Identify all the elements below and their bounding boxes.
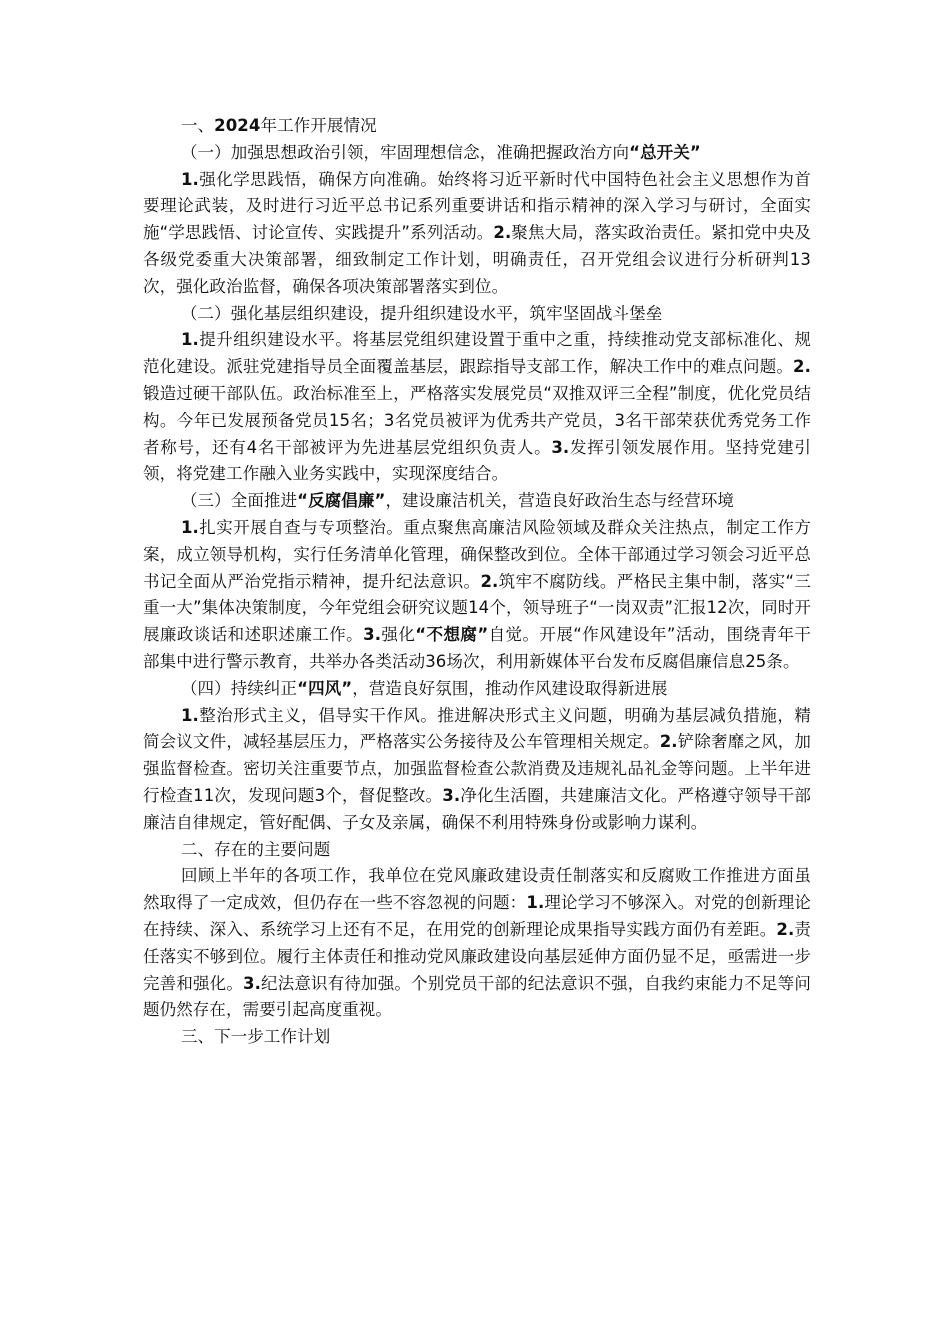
subsection-heading-text: ，建设廉洁机关，营造良好政治生态与经营环境 (385, 491, 735, 511)
subsection-heading-4 (143, 676, 811, 703)
item-number: 3. (243, 973, 261, 993)
item-text: 强化 (381, 625, 416, 645)
item-number: 1. (180, 330, 199, 350)
item-text: 铲除奢靡之风，加强监督检查。密切关注重要节点，加强监督检查公款消费及违规礼品礼金等问题。上半年进行检查11次，发现问题3个，督促整改。 (143, 732, 811, 805)
item-text: 聚焦大局，落实政治责任。紧扣党中央及各级党委重大决策部署，细致制定工作计划，明确责任，召开党组会议进行分析研判13次，强化政治监督，确保各项决策部署落实到位。 (143, 223, 811, 296)
subsection-heading-1 (143, 140, 811, 167)
subsection-heading-text: ，营造良好氛围，推动作风建设取得新进展 (352, 678, 668, 698)
subsection-heading-emphasis: “总开关” (629, 142, 701, 162)
item-text: 净化生活圈，共建廉洁文化。严格遵守领导干部廉洁自律规定，管好配偶、子女及亲属，确保不利用特殊身份或影响力谋利。 (143, 785, 811, 832)
section-heading-text: 二、存在的主要问题 (180, 839, 331, 859)
paragraph (143, 167, 811, 301)
item-number: 2. (480, 571, 499, 591)
section-heading-text: 年工作开展情况 (260, 116, 377, 135)
item-number: 2. (493, 223, 512, 243)
item-number: 1. (180, 169, 199, 189)
section-heading-3 (143, 1024, 811, 1051)
subsection-heading-text: （三）全面推进 (180, 491, 298, 511)
item-text: 提升组织建设水平。将基层党组织建设置于重中之重，持续推动党支部标准化、规范化建设。派驻党建指导员全面覆盖基层，跟踪指导支部工作，解决工作中的难点问题。 (143, 330, 811, 377)
item-text: 回顾上半年的各项工作，我单位在党风廉政建设责任制落实和反腐败工作推进方面虽然取得了一定成效，但仍存在一些不容忽视的问题： (143, 866, 811, 913)
subsection-heading-emphasis: “反腐倡廉” (297, 491, 386, 511)
paragraph (143, 327, 811, 488)
item-text: 自觉。开展“作风建设年”活动，围绕青年干部集中进行警示教育，共举办各类活动36场次，利用新媒体平台发布反腐倡廉信息25条。 (143, 625, 811, 671)
item-number: 1. (180, 517, 199, 537)
item-number: 2. (793, 357, 811, 377)
item-text: 理论学习不够深入。对党的创新理论在持续、深入、系统学习上还有不足，在用党的创新理论成果指导实践方面仍有差距。 (143, 893, 811, 939)
item-text: 扎实开展自查与专项整治。重点聚焦高廉洁风险领域及群众关注热点，制定工作方案，成立领导机构，实行任务清单化管理，确保整改到位。全体干部通过学习领会习近平总书记全面从严治党指示精神，提升纪法意识。 (143, 517, 811, 591)
item-number: 1. (526, 893, 545, 913)
subsection-heading-emphasis: “四风” (297, 678, 353, 698)
item-emphasis: “不想腐” (415, 625, 489, 645)
section-heading-text: 三、下一步工作计划 (180, 1027, 331, 1047)
item-number: 3. (363, 625, 382, 645)
paragraph (143, 863, 811, 1024)
item-text: 整治形式主义，倡导实干作风。推进解决形式主义问题，明确为基层减负措施，精简会议文件，减轻基层压力，严格落实公务接待及公车管理相关规定。 (143, 705, 811, 752)
item-text: 发挥引领发展作用。坚持党建引领，将党建工作融入业务实践中，实现深度结合。 (143, 437, 811, 484)
item-number: 3. (442, 785, 461, 805)
item-text: 锻造过硬干部队伍。政治标准至上，严格落实发展党员“双推双评三全程”制度，优化党员结构。今年已发展预备党员15名；3名党员被评为优秀共产党员，3名干部荣获优秀党务工作者称号，还有4名干部被评为先进基层党组织负责人。 (143, 383, 811, 457)
section-heading-year: 2024 (214, 116, 261, 135)
item-text: 责任落实不够到位。履行主体责任和推动党风廉政建设向基层延伸方面仍显不足，亟需进一步完善和强化。 (143, 919, 811, 993)
section-heading-prefix: 一、 (180, 116, 215, 135)
subsection-heading-text: （四）持续纠正 (180, 678, 298, 698)
subsection-heading-3 (143, 488, 811, 515)
subsection-heading-text: （二）强化基层组织建设，提升组织建设水平，筑牢坚固战斗堡垒 (180, 303, 663, 323)
item-text: 纪法意识有待加强。个别党员干部的纪法意识不强，自我约束能力不足等问题仍然存在，需要引起高度重视。 (143, 973, 811, 1020)
item-number: 3. (551, 437, 570, 457)
item-text: 强化学思践悟，确保方向准确。始终将习近平新时代中国特色社会主义思想作为首要理论武装，及时进行习近平总书记系列重要讲话和指示精神的深入学习与研讨，全面实施“学思践悟、讨论宣传、实践提升”系列活动。 (143, 169, 811, 243)
document-page (143, 113, 811, 1051)
paragraph (143, 515, 811, 676)
paragraph (143, 703, 811, 837)
section-heading-1 (143, 113, 811, 140)
item-number: 1. (180, 705, 199, 725)
section-heading-2 (143, 837, 811, 864)
item-number: 2. (776, 919, 795, 939)
item-text: 筑牢不腐防线。严格民主集中制，落实“三重一大”集体决策制度，今年党组会研究议题14个，领导班子“一岗双责”汇报12次，同时开展廉政谈话和述职述廉工作。 (143, 571, 811, 645)
item-number: 2. (659, 732, 678, 752)
subsection-heading-2 (143, 301, 811, 328)
subsection-heading-text: （一）加强思想政治引领，牢固理想信念，准确把握政治方向 (180, 142, 630, 162)
